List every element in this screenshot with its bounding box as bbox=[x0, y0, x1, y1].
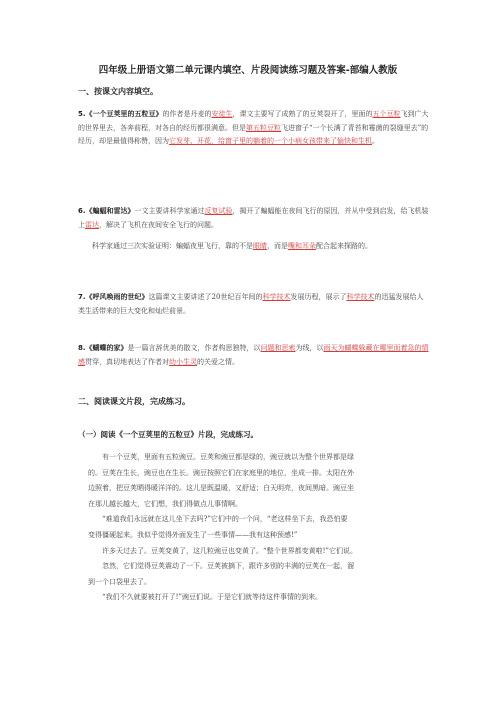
answer-blank: 它发芽、开花，给窗子里的躺着的一个小病女孩带来了愉快和生机 bbox=[169, 137, 372, 146]
passage-line: 有一个豆荚，里面有五粒豌豆。豆荚和豌豆都是绿的，豌豆就以为整个世界都是绿 bbox=[102, 453, 354, 461]
question-8-label: 8.《蝴蝶的家》 bbox=[78, 344, 128, 352]
passage-line: “我们不久就要被打开了!”豌豆们说。于是它们就等待这件事情的到来。 bbox=[102, 593, 322, 602]
question-5-label: 5.《一个豆荚里的五粒豆》 bbox=[78, 110, 163, 118]
answer-blank: 幼小生灵 bbox=[169, 357, 197, 366]
question-7-label: 7.《呼风唤雨的世纪》 bbox=[78, 293, 149, 301]
answer-blank: 安徒生 bbox=[211, 110, 233, 118]
answer-blank: 眼睛 bbox=[253, 242, 267, 250]
answer-blank: 问题和思索 bbox=[260, 344, 296, 352]
answer-blank: 雨天为蝴蝶躲藏在哪里而着急的情感 bbox=[78, 344, 429, 366]
reading-passage bbox=[88, 450, 430, 606]
passage-line: “难道我们永远就在这儿坐下去吗?”它们中的一个问，“老这样坐下去，我恐怕要 bbox=[102, 515, 348, 524]
answer-blank: 嘴和耳朵 bbox=[288, 242, 316, 250]
question-6-label: 6.《蝙蝠和雷达》 bbox=[78, 207, 135, 215]
section2-heading: 二、阅读课文片段，完成练习。 bbox=[78, 397, 190, 406]
reading-1-heading: （一）阅读《一个豆荚里的五粒豆》片段，完成练习。 bbox=[78, 430, 258, 439]
passage-line: 边照着，把豆荚晒得暖洋洋的。这儿是既温暖，又舒适；白天明亮，夜间黑暗。豌豆坐 bbox=[88, 484, 354, 493]
answer-blank: 科学技术 bbox=[346, 293, 375, 301]
question-6: 6.《蝙蝠和雷达》一文主要讲科学家通过反复试验，揭开了蝙蝠能在夜间飞行的原因，并从中受到启发，给飞机装上雷达，解决了飞机在夜间安全飞行的问题。 bbox=[78, 207, 429, 229]
answer-blank: 第五粒豆粒 bbox=[246, 123, 281, 132]
document-title: 四年级上册语文第二单元课内填空、片段阅读练习题及答案-部编人教版 bbox=[98, 65, 398, 76]
passage-line: 的。豆荚在生长，豌豆也在生长。豌豆按照它们在家庭里的地位，坐成一排。太阳在外 bbox=[88, 468, 354, 477]
question-8: 8.《蝴蝶的家》是一篇言辞优美的散文，作者构思独特，以问题和思索为线，以雨天为蝴蝶躲藏在哪里而着急的情感贯穿，真切地表达了作者对幼小生灵的关爱之情。 bbox=[78, 344, 429, 366]
question-5: 5.《一个豆荚里的五粒豆》的作者是丹麦的安徒生，课文主要写了成熟了的豆荚裂开了，里面的五个豆粒飞到广大的世界里去，各奔前程，对各自的经历都很满意。但是第五粒豆粒飞进窗子“一个长满了青苔和霉菌的裂缝里去”的经历，却是最值得称赞，因为它发芽、开花，给窗子里的躺着的一个小病女孩带来了愉快和生机。 bbox=[78, 110, 429, 146]
passage-line: 忽然，它们觉得豆荚震动了一下。豆荚被摘下，跟许多别的丰满的豆荚在一起，溜 bbox=[102, 562, 354, 571]
passage-line: 到一个口袋里去了。 bbox=[88, 577, 151, 586]
passage-line: 许多天过去了。豆荚变黄了，这几粒豌豆也变黄了。“整个世界都变黄啦!”它们说。 bbox=[102, 546, 357, 555]
passage-line: 在那儿越长越大，它们想，我们得做点儿事情啊。 bbox=[88, 499, 242, 508]
answer-blank: 反复试验 bbox=[204, 207, 233, 215]
answer-blank: 五个豆粒 bbox=[372, 110, 401, 118]
question-7: 7.《呼风唤雨的世纪》这篇课文主要讲述了20世纪百年间的科学技术发展历程，展示了科学技术的迅猛发展给人类生活带来的巨大变化和灿烂前景。 bbox=[78, 293, 424, 315]
section1-heading: 一、按课文内容填空。 bbox=[78, 87, 158, 96]
question-6-paragraph-2: 科学家通过三次实验证明：蝙蝠夜里飞行，靠的不是眼睛，而是嘴和耳朵配合起来探路的。 bbox=[92, 242, 372, 250]
passage-line: 变得僵硬起来。我似乎觉得外面发生了一些事情——我有这种预感!” bbox=[88, 530, 298, 539]
answer-blank: 科学技术 bbox=[262, 293, 291, 301]
answer-blank: 雷达 bbox=[85, 220, 99, 229]
